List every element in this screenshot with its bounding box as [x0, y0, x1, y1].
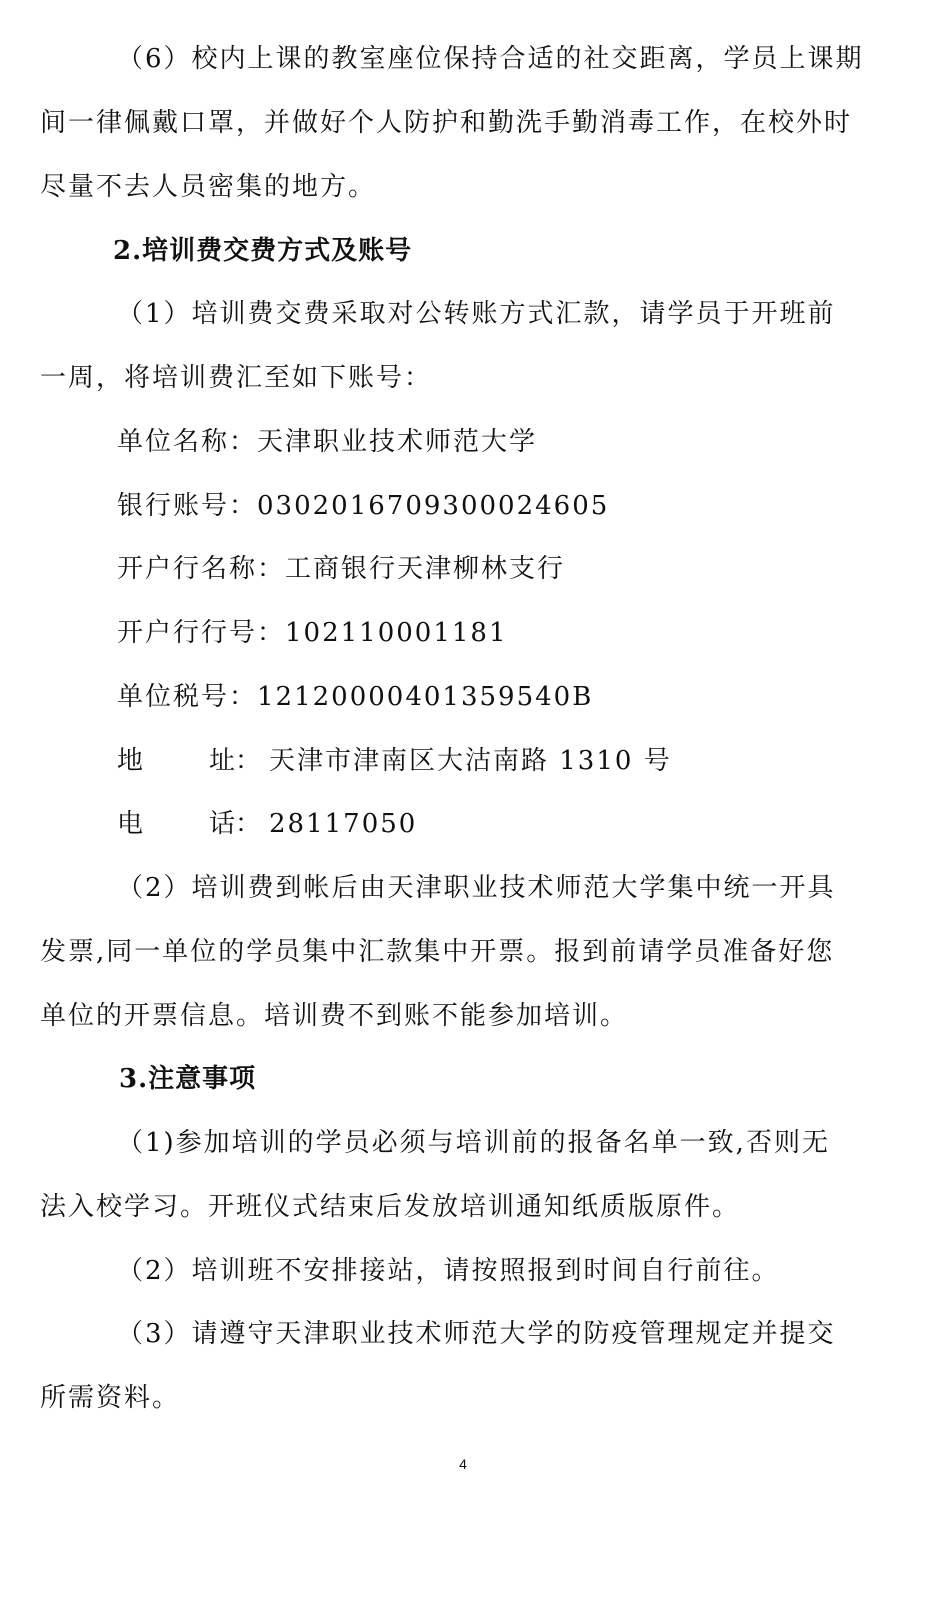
paragraph-line: （2）培训费到帐后由天津职业技术师范大学集中统一开具: [117, 873, 836, 903]
paragraph-line: 单位的开票信息。培训费不到账不能参加培训。: [40, 1001, 629, 1031]
paragraph-line: （1）培训费交费采取对公转账方式汇款，请学员于开班前: [117, 299, 836, 329]
account-bank-name: 开户行名称：工商银行天津柳林支行: [117, 554, 566, 584]
phone-label-char: 电: [117, 809, 144, 839]
account-address: [117, 744, 672, 778]
address-label-char: 址：: [209, 746, 262, 776]
phone-value: 28117050: [269, 809, 418, 839]
paragraph-line: 法入校学习。开班仪式结束后发放培训通知纸质版原件。: [40, 1192, 741, 1222]
paragraph-line: （3）请遵守天津职业技术师范大学的防疫管理规定并提交: [117, 1319, 836, 1349]
paragraph-line: 间一律佩戴口罩，并做好个人防护和勤洗手勤消毒工作，在校外时: [40, 108, 853, 138]
page-number: 4: [459, 1456, 467, 1472]
phone-label: [117, 807, 269, 841]
section-heading: 2.培训费交费方式及账号: [113, 236, 413, 266]
account-bank-number: 银行账号：0302016709300024605: [117, 491, 610, 521]
paragraph-line: （6）校内上课的教室座位保持合适的社交距离，学员上课期: [117, 44, 864, 74]
account-bank-code: 开户行行号：102110001181: [117, 618, 508, 648]
address-value: 天津市津南区大沽南路 1310 号: [269, 746, 672, 776]
phone-label-char: 话：: [209, 809, 262, 839]
address-label-char: 地: [117, 746, 144, 776]
paragraph-line: （1)参加培训的学员必须与培训前的报备名单一致,否则无: [117, 1128, 830, 1158]
paragraph-line: 尽量不去人员密集的地方。: [40, 172, 377, 202]
paragraph-line: （2）培训班不安排接站，请按照报到时间自行前往。: [117, 1256, 780, 1286]
paragraph-line: 一周，将培训费汇至如下账号：: [40, 363, 433, 393]
account-tax-id: 单位税号：12120000401359540B: [117, 682, 594, 712]
account-unit-name: 单位名称：天津职业技术师范大学: [117, 427, 538, 457]
paragraph-line: 发票,同一单位的学员集中汇款集中开票。报到前请学员准备好您: [40, 937, 835, 967]
section-heading: 3.注意事项: [119, 1064, 257, 1094]
account-phone: [117, 807, 417, 841]
paragraph-line: 所需资料。: [40, 1383, 181, 1413]
address-label: [117, 744, 269, 778]
